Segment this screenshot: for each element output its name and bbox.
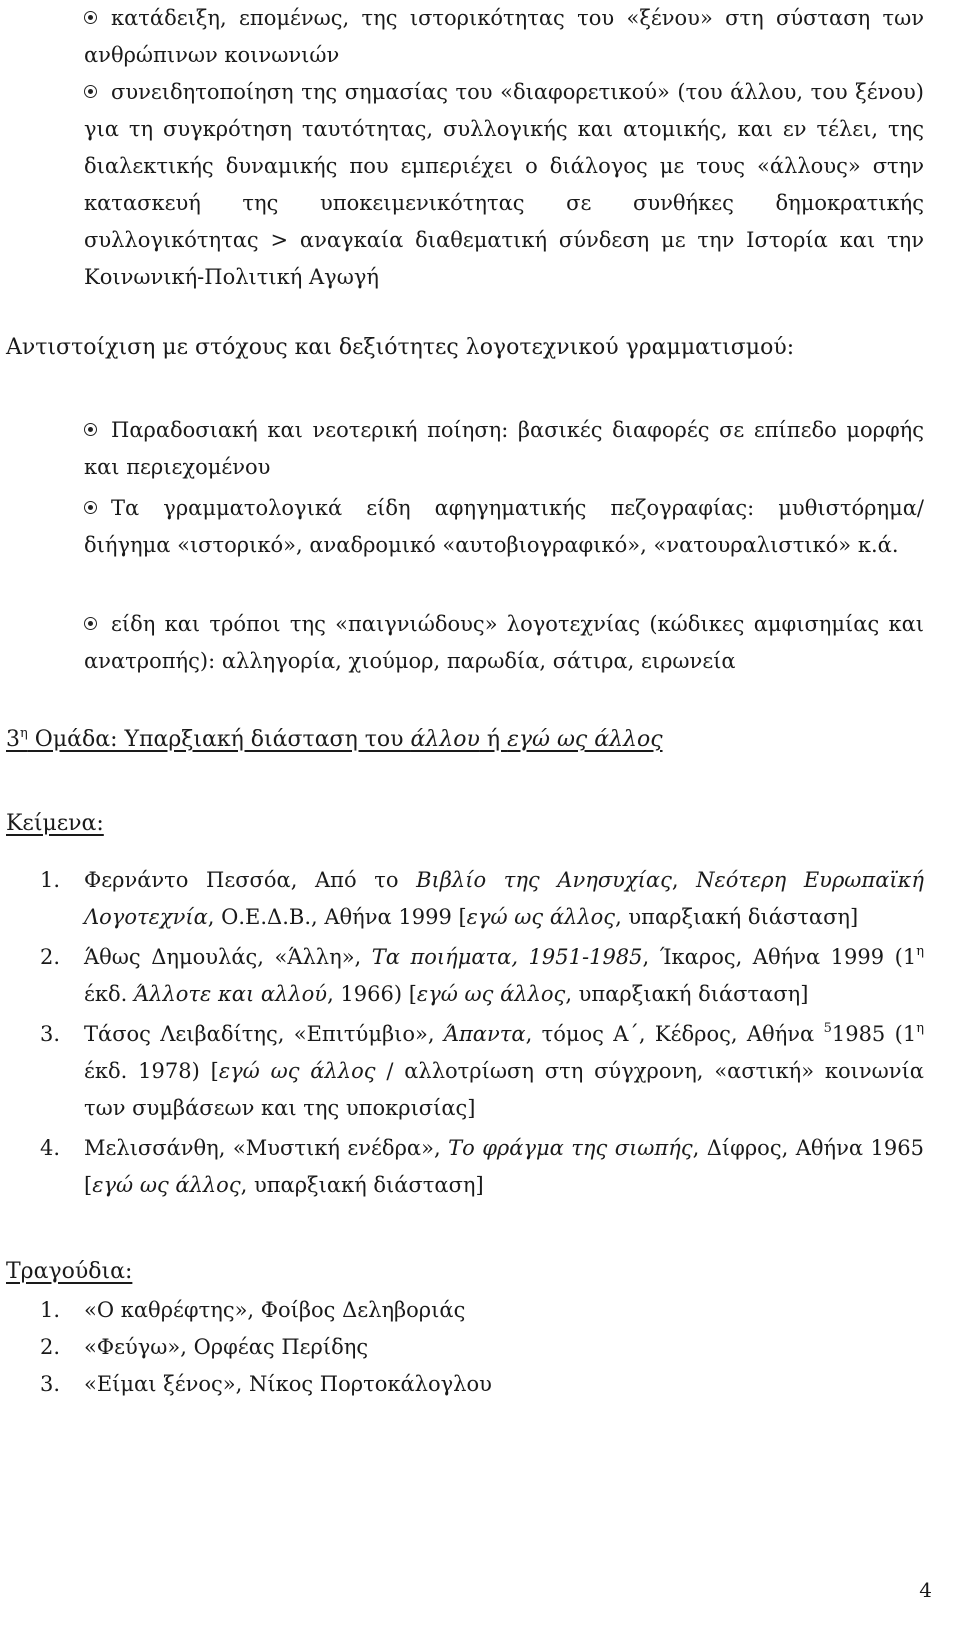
texts-list — [40, 862, 924, 1207]
page-number: 4 — [919, 1578, 932, 1602]
list-item: 2. Άθως Δημουλάς, «Άλλη», Τα ποιήματα, 1951-1985, Ίκαρος, Αθήνα 1999 ($1^\eta$ έκδ. Άλλοτε και αλλού, 1966) [εγώ ως άλλος, υπαρξιακή διάσταση] — [40, 944, 924, 1006]
bullet-icon — [84, 11, 97, 24]
list-item: 1. «Ο καθρέφτης», Φοίβος Δεληβοριάς — [40, 1298, 466, 1322]
bullet-icon — [84, 501, 97, 514]
list-item: 3. Τάσος Λειβαδίτης, «Επιτύμβιο», Άπαντα, τόμος Α΄, Κέδρος, Αθήνα $^5$1985 ($1^\eta$ έκδ. 1978) [εγώ ως άλλος / αλλοτρίωση στη σύγχρονη, «αστική» κοινωνία των συμβάσεων και της υποκρισίας] — [40, 1021, 924, 1120]
texts-heading: Κείμενα: — [6, 811, 104, 836]
songs-heading: Τραγούδια: — [6, 1259, 133, 1284]
correspondence-bullet-3: είδη και τρόποι της «παιγνιώδους» λογοτεχνίας (κώδικες αμφισημίας και ανατροπής): αλληγορία, χιούμορ, παρωδία, σάτιρα, ειρωνεία — [84, 612, 924, 673]
list-item: 3. «Είμαι ξένος», Νίκος Πορτοκάλογλου — [40, 1372, 492, 1396]
correspondence-bullet-1: Παραδοσιακή και νεοτερική ποίηση: βασικές διαφορές σε επίπεδο μορφής και περιεχομένου — [84, 418, 924, 479]
list-item: 4. Μελισσάνθη, «Μυστική ενέδρα», Το φράγμα της σιωπής, Δίφρος, Αθήνα 1965 [εγώ ως άλλος, υπαρξιακή διάσταση] — [40, 1136, 924, 1197]
correspondence-heading: Αντιστοίχιση με στόχους και δεξιότητες λογοτεχνικού γραμματισμού: — [6, 335, 795, 360]
group-heading: $3^\eta$ Ομάδα: Υπαρξιακή διάσταση του άλλου ή εγώ ως άλλος — [6, 726, 663, 752]
correspondence-bullet-2: Τα γραμματολογικά είδη αφηγηματικής πεζογραφίας: μυθιστόρημα/ διήγημα «ιστορικό», αναδρομικό «αυτοβιογραφικό», «νατουραλιστικό» κ.ά. — [84, 496, 924, 557]
list-item: 1. Φερνάντο Πεσσόα, Από το Βιβλίο της Ανησυχίας, Νεότερη Ευρωπαϊκή Λογοτεχνία, Ο.Ε.Δ.Β., Αθήνα 1999 [εγώ ως άλλος, υπαρξιακή διάσταση] — [40, 868, 924, 929]
bullet-icon — [84, 423, 97, 436]
intro-bullet-1: κατάδειξη, επομένως, της ιστορικότητας του «ξένου» στη σύσταση των ανθρώπινων κοινωνιών — [84, 6, 924, 67]
songs-list — [40, 1292, 924, 1403]
list-item: 2. «Φεύγω», Ορφέας Περίδης — [40, 1335, 369, 1359]
intro-bullet-2: συνειδητοποίηση της σημασίας του «διαφορετικού» (του άλλου, του ξένου) για τη συγκρότηση ταυτότητας, συλλογικής και ατομικής, και εν τέλει, της διαλεκτικής δυναμικής που εμπεριέχει ο διάλογος με τους «άλλους» στην κατασκευή της υποκειμενικότητας σε συνθήκες δημοκρατικής συλλογικότητας > αναγκαία διαθεματική σύνδεση με την Ιστορία και την Κοινωνική-Πολιτική Αγωγή — [84, 80, 924, 289]
bullet-icon — [84, 85, 97, 98]
bullet-icon — [84, 617, 97, 630]
